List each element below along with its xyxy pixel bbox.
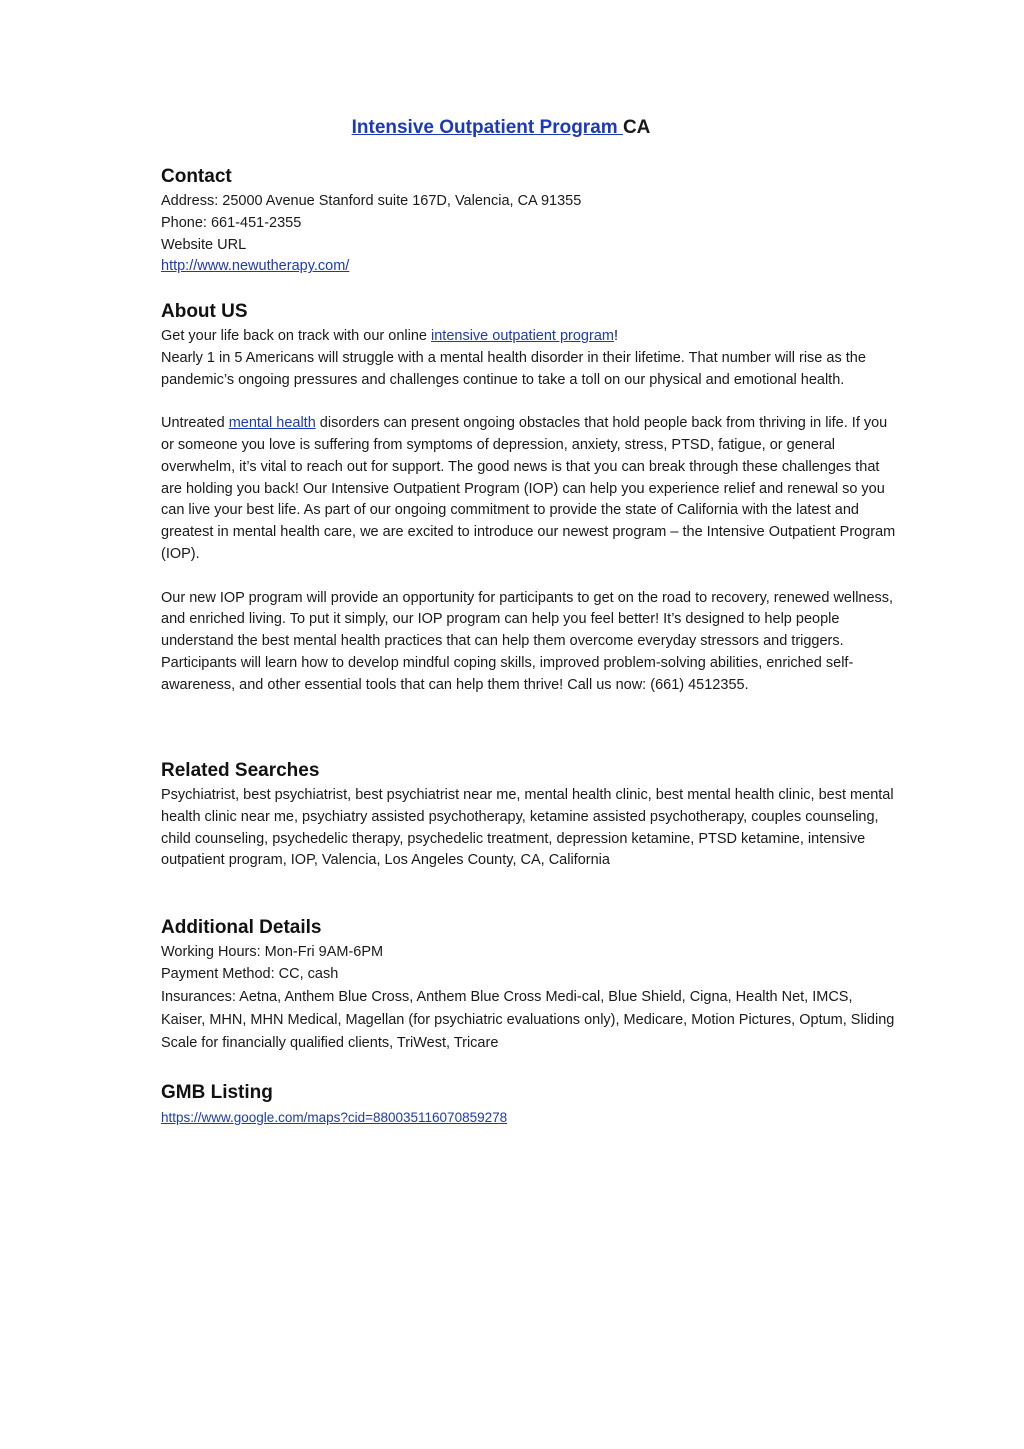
iop-link[interactable]: intensive outpatient program [431,328,614,344]
gmb-link[interactable]: https://www.google.com/maps?cid=880035116070859278 [161,1110,508,1125]
about-heading: About US [161,301,248,322]
related-searches-section [161,759,896,872]
contact-section [161,165,896,278]
details-heading: Additional Details [161,917,322,938]
title-link[interactable]: Intensive Outpatient Program [351,117,623,138]
contact-address: Address: 25000 Avenue Stanford suite 167D, Valencia, CA 91355 [161,193,582,209]
additional-details-section [161,916,896,1055]
about-paragraph-2: Untreated mental health disorders can present ongoing obstacles that hold people back from thriving in life. If you or someone you love is suffering from symptoms of depression, anxiety, stress, PTSD, fatigue, or general overwhelm, it’s vital to reach out for support. The good news is that you can break through these challenges that are holding you back! Our Intensive Outpatient Program (IOP) can help you experience relief and renewal so you can live your best life. As part of our ongoing commitment to provide the state of California with the latest and greatest in mental health care, we are excited to introduce our newest program – the Intensive Outpatient Program (IOP). [161,415,896,562]
gmb-heading: GMB Listing [161,1082,273,1103]
payment-method: Payment Method: CC, cash [161,965,339,982]
related-heading: Related Searches [161,760,320,781]
about-paragraph-1: Get your life back on track with our online intensive outpatient program! Nearly 1 in 5 Americans will struggle with a mental health disorder in their lifetime. That number will rise as the pandemic’s ongoing pressures and challenges continue to take a toll on our physical and emotional health. [161,328,866,388]
website-link[interactable]: http://www.newutherapy.com/ [161,258,350,275]
contact-heading: Contact [161,166,232,187]
contact-website-label: Website URL [161,236,247,253]
contact-phone: Phone: 661-451-2355 [161,214,302,231]
insurances: Insurances: Aetna, Anthem Blue Cross, Anthem Blue Cross Medi-cal, Blue Shield, Cigna, Health Net, IMCS, Kaiser, MHN, MHN Medical, Magellan (for psychiatric evaluations only), Medicare, Motion Pictures, Optum, Sliding Scale for financially qualified clients, TriWest, Tricare [161,988,895,1051]
gmb-section [161,1081,896,1129]
mental-health-link[interactable]: mental health [228,415,316,432]
working-hours: Working Hours: Mon-Fri 9AM-6PM [161,944,384,960]
title-suffix: CA [622,117,651,138]
about-section [161,300,896,697]
page-title [161,117,841,139]
related-text: Psychiatrist, best psychiatrist, best psychiatrist near me, mental health clinic, best mental health clinic, best mental health clinic near me, psychiatry assisted psychotherapy, ketamine assisted psychotherapy, couples counseling, child counseling, psychedelic therapy, psychedelic treatment, depression ketamine, PTSD ketamine, intensive outpatient program, IOP, Valencia, Los Angeles County, CA, California [161,787,894,869]
about-paragraph-3: Our new IOP program will provide an opportunity for participants to get on the road to recovery, renewed wellness, and enriched living. To put it simply, our IOP program can help you feel better! It’s designed to help people understand the best mental health practices that can help them overcome everyday stressors and triggers. Participants will learn how to develop mindful coping skills, improved problem-solving abilities, enriched self-awareness, and other essential tools that can help them thrive! Call us now: (661) 4512355. [161,589,894,693]
